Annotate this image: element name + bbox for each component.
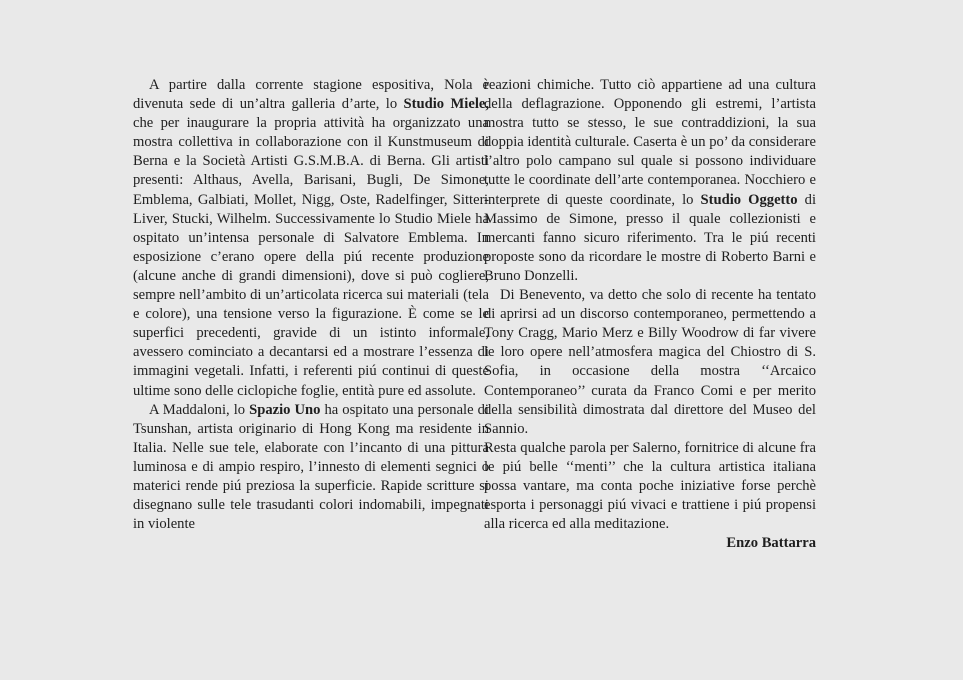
venue-name: Studio Miele, [403,96,490,113]
article-right-column [484,76,816,553]
article-paragraph [484,286,816,439]
author-signature: Enzo Battarra [726,535,816,552]
text-run: ha ospitato una personale di Tsunshan, artista originario di Hong Kong ma residente in Italia. Nelle sue tele, elaborate con l’incanto di una pittura luminosa e di ampio respiro, l’innesto di elementi segnici o materici rende piú preziosa la superficie. Rapide scritture si disegnano sulle tele trasudanti colori indomabili, impegnati in violente [133,401,489,533]
article-paragraph [484,76,816,286]
venue-name: Spazio Uno [249,401,321,418]
venue-name: Studio Oggetto [700,191,798,208]
article-paragraph [484,439,816,534]
article-paragraph [133,76,489,401]
text-run: di Massimo de Simone, presso il quale collezionisti e mercanti fanno sicuro riferimento. Tra le piú recenti proposte sono da ricordare le mostre di Roberto Barni e Bruno Donzelli. [484,191,817,284]
text-run: reazioni chimiche. Tutto ciò appartiene ad una cultura della deflagrazione. Opponendo gli estremi, l’artista mostra tutto se stesso, le sue contraddizioni, la sua doppia identità culturale. Caserta è un po’ da considerare l’altro polo campano sul quale si possono individuare tutte le coordinate dell’arte contemporanea. Nocchiero e interprete di queste coordinate, lo [484,77,816,208]
text-run: A partire dalla corrente stagione espositiva, Nola è divenuta sede di un’altra galleria d’arte, lo [133,77,489,113]
text-run: Di Benevento, va detto che solo di recente ha tentato di aprirsi ad un discorso contemporaneo, permettendo a Tony Cragg, Mario Merz e Billy Woodrow di far vivere le loro opere nell’atmosfera magica del Chiostro di S. Sofia, in occasione della mostra ‘‘Arcaico Contemporaneo’’ curata da Franco Comi e per merito della sensibilità dimostrata dal direttore del Museo del Sannio. [484,287,816,437]
text-run: che per inaugurare la propria attività ha organizzato una mostra collettiva in collaborazione con il Kunstmuseum di Berna e la Società Artisti G.S.M.B.A. di Berna. Gli artisti presenti: Althaus, Avella, Barisani, Bugli, De Simone, Emblema, Galbiati, Mollet, Nigg, Oste, Radelfinger, Sitter-Liver, Stucki, Wilhelm. Successivamente lo Studio Miele ha ospitato un’intensa personale di Salvatore Emblema. In esposizione c’erano opere della piú recente produzione (alcune anche di grandi dimensioni), dove si può cogliere, sempre nell’ambito di un’articolata ricerca sui materiali (tela e colore), una tensione verso la figurazione. È come se le superfici precedenti, gravide di un istinto informale, avessero cominciato a decantarsi ed a mostrare l’essenza di immagini vegetali. Infatti, i referenti piú continui di queste ultime sono delle ciclopiche foglie, entità pure ed assolute. [133,115,489,399]
text-run: A Maddaloni, lo [149,401,250,418]
text-run: Resta qualche parola per Salerno, fornitrice di alcune fra le piú belle ‘‘menti’’ che la cultura artistica italiana possa vantare, ma conta poche iniziative forse perchè esporta i personaggi piú vivaci e trattiene i piú propensi alla ricerca ed alla meditazione. [484,439,816,533]
article-paragraph [133,401,489,535]
article-left-column [133,76,489,534]
